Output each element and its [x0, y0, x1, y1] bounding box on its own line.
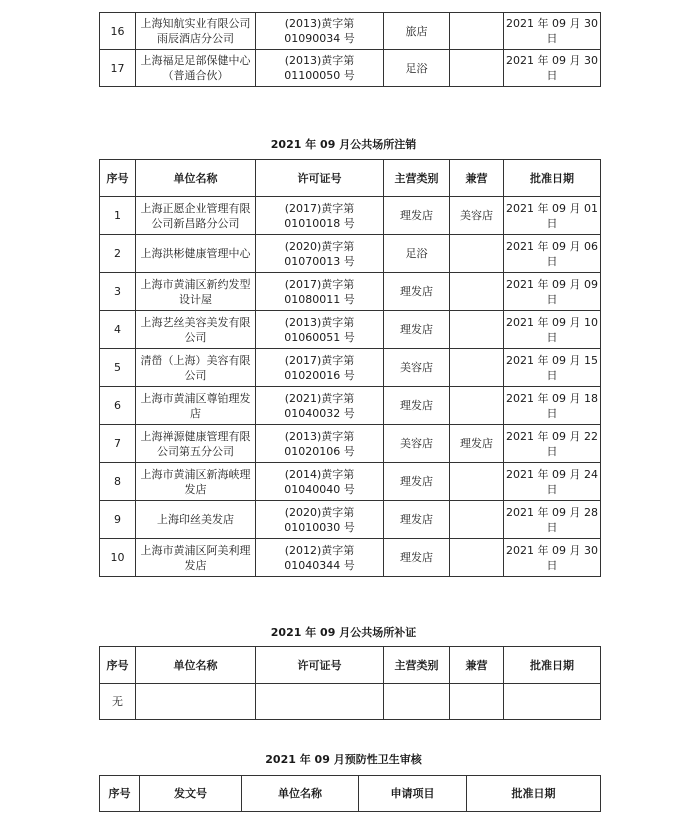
cell-license: (2020)黄字第 01070013 号: [256, 235, 384, 273]
supplement-title: 2021 年 09 月公共场所补证: [270, 626, 417, 639]
header-name: 单位名称: [136, 160, 256, 197]
cell-type: 理发店: [384, 273, 450, 311]
cell-side: [450, 50, 504, 87]
cancel-title: 2021 年 09 月公共场所注销: [270, 138, 417, 151]
cell-license: (2013)黄字第 01090034 号: [256, 13, 384, 50]
cell-side: 理发店: [450, 425, 504, 463]
cell-name: 上海艺丝美容美发有限公司: [136, 311, 256, 349]
cell-type: 理发店: [384, 311, 450, 349]
cell-type: 旅店: [384, 13, 450, 50]
cell-side: 美容店: [450, 197, 504, 235]
cell-date: [504, 684, 601, 720]
cell-license: (2017)黄字第 01020016 号: [256, 349, 384, 387]
cell-license: (2013)黄字第 01020106 号: [256, 425, 384, 463]
cell-date: 2021 年 09 月 30 日: [504, 539, 601, 577]
cell-name: 上海市黄浦区尊铂理发店: [136, 387, 256, 425]
cell-side: [450, 235, 504, 273]
header-doc-no: 发文号: [140, 776, 242, 812]
cell-date: 2021 年 09 月 09 日: [504, 273, 601, 311]
header-no: 序号: [100, 647, 136, 684]
cell-type: 理发店: [384, 387, 450, 425]
cell-type: [384, 684, 450, 720]
review-table: [99, 775, 601, 812]
header-name: 单位名称: [242, 776, 359, 812]
cell-date: 2021 年 09 月 06 日: [504, 235, 601, 273]
cell-license: (2017)黄字第 01080011 号: [256, 273, 384, 311]
cell-license: (2013)黄字第 01060051 号: [256, 311, 384, 349]
cell-no: 9: [100, 501, 136, 539]
cell-date: 2021 年 09 月 22 日: [504, 425, 601, 463]
table-row: [100, 684, 601, 720]
cell-date: 2021 年 09 月 30 日: [504, 50, 601, 87]
cell-side: [450, 501, 504, 539]
table-row: [100, 13, 601, 50]
cell-name: 上海知航实业有限公司雨辰酒店分公司: [136, 13, 256, 50]
table-row: [100, 197, 601, 235]
cell-name: [136, 684, 256, 720]
review-header-row: [100, 776, 601, 812]
cell-no: 4: [100, 311, 136, 349]
cell-license: (2013)黄字第 01100050 号: [256, 50, 384, 87]
top-table: [99, 12, 601, 87]
cell-no: 10: [100, 539, 136, 577]
table-row: [100, 463, 601, 501]
table-row: [100, 235, 601, 273]
cell-license: (2021)黄字第 01040032 号: [256, 387, 384, 425]
cell-name: 上海正愿企业管理有限公司新昌路分公司: [136, 197, 256, 235]
cell-side: [450, 684, 504, 720]
cancel-header-row: [100, 160, 601, 197]
cell-side: [450, 311, 504, 349]
header-date: 批准日期: [467, 776, 601, 812]
cell-date: 2021 年 09 月 15 日: [504, 349, 601, 387]
cell-name: 上海福足足部保健中心（普通合伙）: [136, 50, 256, 87]
header-license: 许可证号: [256, 160, 384, 197]
cell-license: (2017)黄字第 01010018 号: [256, 197, 384, 235]
cell-type: 理发店: [384, 463, 450, 501]
cell-date: 2021 年 09 月 30 日: [504, 13, 601, 50]
table-row: [100, 501, 601, 539]
table-row: [100, 311, 601, 349]
table-row: [100, 273, 601, 311]
cell-name: 上海印丝美发店: [136, 501, 256, 539]
cell-no: 16: [100, 13, 136, 50]
cell-side: [450, 539, 504, 577]
table-row: [100, 387, 601, 425]
review-title: 2021 年 09 月预防性卫生审核: [265, 753, 422, 766]
header-side: 兼营: [450, 647, 504, 684]
cell-no: 8: [100, 463, 136, 501]
cell-no: 17: [100, 50, 136, 87]
cell-type: 足浴: [384, 50, 450, 87]
cell-type: 理发店: [384, 539, 450, 577]
cell-no: 2: [100, 235, 136, 273]
cell-side: [450, 463, 504, 501]
cell-no: 无: [100, 684, 136, 720]
cancel-table: [99, 159, 601, 577]
cell-name: 上海市黄浦区阿美利理发店: [136, 539, 256, 577]
cell-name: 上海市黄浦区新约发型设计屋: [136, 273, 256, 311]
header-no: 序号: [100, 776, 140, 812]
cell-name: 清嵤（上海）美容有限公司: [136, 349, 256, 387]
table-row: [100, 50, 601, 87]
cell-name: 上海洪彬健康管理中心: [136, 235, 256, 273]
cell-type: 美容店: [384, 425, 450, 463]
table-row: [100, 539, 601, 577]
cell-license: (2014)黄字第 01040040 号: [256, 463, 384, 501]
cell-side: [450, 387, 504, 425]
cell-side: [450, 13, 504, 50]
header-type: 主营类别: [384, 647, 450, 684]
cell-license: (2020)黄字第 01010030 号: [256, 501, 384, 539]
table-row: [100, 425, 601, 463]
cell-license: [256, 684, 384, 720]
cell-type: 理发店: [384, 197, 450, 235]
header-item: 申请项目: [359, 776, 467, 812]
supplement-header-row: [100, 647, 601, 684]
cell-type: 美容店: [384, 349, 450, 387]
cell-type: 足浴: [384, 235, 450, 273]
cell-side: [450, 349, 504, 387]
header-name: 单位名称: [136, 647, 256, 684]
cell-date: 2021 年 09 月 28 日: [504, 501, 601, 539]
cell-no: 7: [100, 425, 136, 463]
header-date: 批准日期: [504, 647, 601, 684]
cell-license: (2012)黄字第 01040344 号: [256, 539, 384, 577]
cell-date: 2021 年 09 月 01 日: [504, 197, 601, 235]
cell-name: 上海市黄浦区新海峡理发店: [136, 463, 256, 501]
cell-type: 理发店: [384, 501, 450, 539]
header-date: 批准日期: [504, 160, 601, 197]
header-type: 主营类别: [384, 160, 450, 197]
table-row: [100, 349, 601, 387]
cell-date: 2021 年 09 月 10 日: [504, 311, 601, 349]
header-side: 兼营: [450, 160, 504, 197]
supplement-table: [99, 646, 601, 720]
cell-no: 6: [100, 387, 136, 425]
header-no: 序号: [100, 160, 136, 197]
cell-name: 上海禅源健康管理有限公司第五分公司: [136, 425, 256, 463]
cell-side: [450, 273, 504, 311]
cell-date: 2021 年 09 月 24 日: [504, 463, 601, 501]
cell-date: 2021 年 09 月 18 日: [504, 387, 601, 425]
cell-no: 5: [100, 349, 136, 387]
cell-no: 1: [100, 197, 136, 235]
cell-no: 3: [100, 273, 136, 311]
header-license: 许可证号: [256, 647, 384, 684]
